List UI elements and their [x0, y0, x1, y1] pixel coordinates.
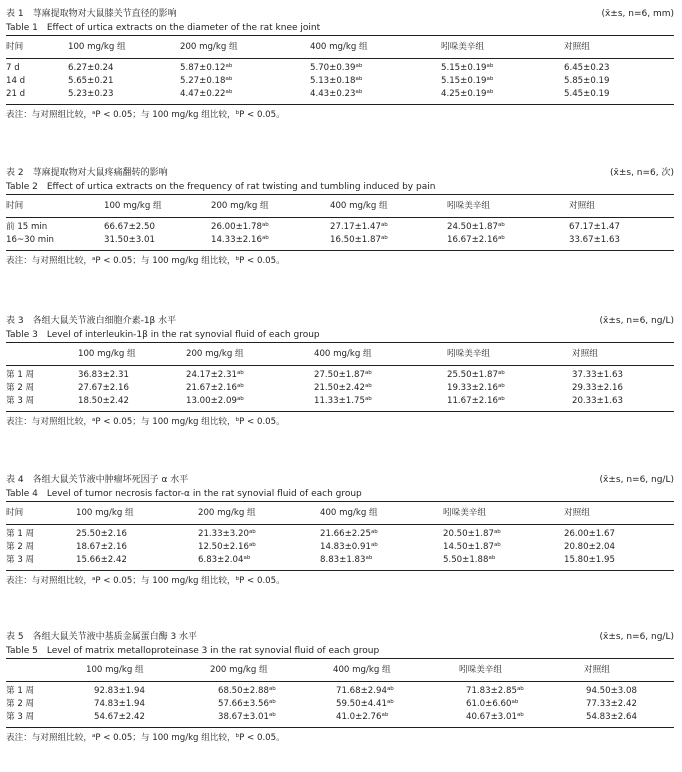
header-row	[6, 343, 674, 365]
row-label: 21 d	[6, 89, 26, 99]
table-row	[6, 369, 674, 382]
data-cell: 29.33±2.16	[572, 383, 623, 393]
row-label: 第 3 周	[6, 712, 35, 722]
bottom-rule	[6, 411, 674, 412]
table-note: 表注：与对照组比较，$^a$P < 0.05；与 100 mg/kg 组比较，$^b$P < 0.05。	[6, 733, 285, 743]
row-label: 第 2 周	[6, 383, 35, 393]
table-row	[6, 221, 674, 234]
data-cell: 21.67±2.16$^{ab}$	[186, 383, 244, 393]
header-cell: 200 mg/kg 组	[198, 508, 256, 518]
data-cell: 6.83±2.04$^{ab}$	[198, 555, 251, 565]
data-cell: 11.67±2.16$^{ab}$	[447, 396, 505, 406]
data-cell: 5.45±0.19	[564, 89, 610, 99]
data-cell: 92.83±1.94	[94, 686, 145, 696]
table-note: 表注：与对照组比较，$^a$P < 0.05；与 100 mg/kg 组比较，$^b$P < 0.05。	[6, 256, 285, 266]
data-cell: 5.50±1.88$^{ab}$	[443, 555, 496, 565]
data-cell: 26.00±1.78$^{ab}$	[211, 222, 269, 232]
row-label: 第 1 周	[6, 686, 35, 696]
caption-en: Table 5 Level of matrix metalloproteinase 3 in the rat synovial fluid of each group	[6, 646, 380, 656]
row-label: 第 1 周	[6, 529, 35, 539]
header-cell: 吲哚美辛组	[447, 201, 490, 211]
header-cell: 200 mg/kg 组	[180, 42, 238, 52]
data-cell: 61.0±6.60$^{ab}$	[466, 699, 519, 709]
data-cell: 71.83±2.85$^{ab}$	[466, 686, 524, 696]
caption-cn: 表 3 各组大鼠关节液白细胞介素-1β 水平	[6, 316, 177, 326]
stat-note: (x̄±s, n=6, mm)	[601, 9, 674, 19]
header-cell: 400 mg/kg 组	[333, 665, 391, 675]
stat-note: (x̄±s, n=6, 次)	[610, 168, 674, 178]
header-cell: 100 mg/kg 组	[68, 42, 126, 52]
header-cell: 对照组	[564, 508, 590, 518]
header-cell: 对照组	[572, 349, 598, 359]
data-cell: 26.00±1.67	[564, 529, 615, 539]
data-cell: 37.33±1.63	[572, 370, 623, 380]
header-cell: 400 mg/kg 组	[330, 201, 388, 211]
data-cell: 40.67±3.01$^{ab}$	[466, 712, 524, 722]
header-cell: 对照组	[569, 201, 595, 211]
row-label: 7 d	[6, 63, 20, 73]
data-cell: 5.23±0.23	[68, 89, 114, 99]
caption-cn: 表 2 荨麻提取物对大鼠疼痛翻转的影响	[6, 168, 168, 178]
row-label: 第 3 周	[6, 555, 35, 565]
data-cell: 27.50±1.87$^{ab}$	[314, 370, 372, 380]
data-cell: 31.50±3.01	[104, 235, 155, 245]
caption-en: Table 1 Effect of urtica extracts on the diameter of the rat knee joint	[6, 23, 321, 33]
row-label: 14 d	[6, 76, 26, 86]
header-cell: 时间	[6, 201, 24, 211]
data-cell: 4.25±0.19$^{ab}$	[441, 89, 494, 99]
data-cell: 5.65±0.21	[68, 76, 114, 86]
header-row	[6, 502, 674, 524]
caption-en: Table 2 Effect of urtica extracts on the frequency of rat twisting and tumbling induced by pain	[6, 182, 436, 192]
header-cell: 100 mg/kg 组	[76, 508, 134, 518]
table-1	[6, 7, 674, 122]
data-cell: 16.50±1.87$^{ab}$	[330, 235, 388, 245]
header-cell: 吲哚美辛组	[443, 508, 486, 518]
table-note: 表注：与对照组比较，$^a$P < 0.05；与 100 mg/kg 组比较，$^b$P < 0.05。	[6, 576, 285, 586]
header-cell: 对照组	[584, 665, 610, 675]
bottom-rule	[6, 104, 674, 105]
header-cell: 对照组	[564, 42, 590, 52]
header-cell: 400 mg/kg 组	[314, 349, 372, 359]
data-cell: 71.68±2.94$^{ab}$	[336, 686, 394, 696]
data-cell: 16.67±2.16$^{ab}$	[447, 235, 505, 245]
table-row	[6, 698, 674, 711]
data-cell: 41.0±2.76$^{ab}$	[336, 712, 389, 722]
data-cell: 21.33±3.20$^{ab}$	[198, 529, 256, 539]
data-cell: 4.47±0.22$^{ab}$	[180, 89, 233, 99]
table-row	[6, 541, 674, 554]
data-cell: 18.67±2.16	[76, 542, 127, 552]
table-row	[6, 395, 674, 408]
data-cell: 5.15±0.19$^{ab}$	[441, 76, 494, 86]
table-row	[6, 88, 674, 101]
header-cell: 时间	[6, 508, 24, 518]
mid-rule	[6, 365, 674, 366]
stat-note: (x̄±s, n=6, ng/L)	[599, 316, 674, 326]
header-row	[6, 659, 674, 681]
bottom-rule	[6, 570, 674, 571]
data-cell: 21.66±2.25$^{ab}$	[320, 529, 378, 539]
row-label: 前 15 min	[6, 222, 48, 232]
data-cell: 20.33±1.63	[572, 396, 623, 406]
data-cell: 11.33±1.75$^{ab}$	[314, 396, 372, 406]
data-cell: 8.83±1.83$^{ab}$	[320, 555, 373, 565]
data-cell: 4.43±0.23$^{ab}$	[310, 89, 363, 99]
caption-cn: 表 1 荨麻提取物对大鼠膝关节直径的影响	[6, 9, 177, 19]
header-cell: 200 mg/kg 组	[210, 665, 268, 675]
header-cell: 200 mg/kg 组	[211, 201, 269, 211]
data-cell: 5.85±0.19	[564, 76, 610, 86]
header-row	[6, 195, 674, 217]
data-cell: 24.17±2.31$^{ab}$	[186, 370, 244, 380]
data-cell: 14.83±0.91$^{ab}$	[320, 542, 378, 552]
table-caption	[6, 314, 674, 328]
header-cell: 100 mg/kg 组	[78, 349, 136, 359]
table-caption	[6, 473, 674, 487]
data-cell: 5.27±0.18$^{ab}$	[180, 76, 233, 86]
table-caption	[6, 630, 674, 644]
bottom-rule	[6, 727, 674, 728]
data-cell: 15.80±1.95	[564, 555, 615, 565]
data-cell: 6.45±0.23	[564, 63, 610, 73]
data-cell: 54.67±2.42	[94, 712, 145, 722]
table-row	[6, 234, 674, 247]
table-caption	[6, 7, 674, 21]
table-note: 表注：与对照组比较，$^a$P < 0.05；与 100 mg/kg 组比较，$^b$P < 0.05。	[6, 110, 285, 120]
data-cell: 27.67±2.16	[78, 383, 129, 393]
data-cell: 25.50±2.16	[76, 529, 127, 539]
stat-note: (x̄±s, n=6, ng/L)	[599, 632, 674, 642]
data-cell: 5.13±0.18$^{ab}$	[310, 76, 363, 86]
row-label: 第 2 周	[6, 542, 35, 552]
bottom-rule	[6, 250, 674, 251]
data-cell: 5.87±0.12$^{ab}$	[180, 63, 233, 73]
row-label: 16~30 min	[6, 235, 55, 245]
data-cell: 74.83±1.94	[94, 699, 145, 709]
header-cell: 400 mg/kg 组	[320, 508, 378, 518]
data-cell: 21.50±2.42$^{ab}$	[314, 383, 372, 393]
data-cell: 68.50±2.88$^{ab}$	[218, 686, 276, 696]
mid-rule	[6, 524, 674, 525]
data-cell: 20.50±1.87$^{ab}$	[443, 529, 501, 539]
row-label: 第 3 周	[6, 396, 35, 406]
table-row	[6, 528, 674, 541]
data-cell: 13.00±2.09$^{ab}$	[186, 396, 244, 406]
table-row	[6, 75, 674, 88]
header-cell: 100 mg/kg 组	[86, 665, 144, 675]
header-cell: 吲哚美辛组	[447, 349, 490, 359]
data-cell: 15.66±2.42	[76, 555, 127, 565]
mid-rule	[6, 217, 674, 218]
data-cell: 77.33±2.42	[586, 699, 637, 709]
table-5	[6, 630, 674, 745]
data-cell: 24.50±1.87$^{ab}$	[447, 222, 505, 232]
header-cell: 100 mg/kg 组	[104, 201, 162, 211]
data-cell: 12.50±2.16$^{ab}$	[198, 542, 256, 552]
header-cell: 200 mg/kg 组	[186, 349, 244, 359]
data-cell: 27.17±1.47$^{ab}$	[330, 222, 388, 232]
data-cell: 14.33±2.16$^{ab}$	[211, 235, 269, 245]
row-label: 第 1 周	[6, 370, 35, 380]
header-cell: 时间	[6, 42, 24, 52]
table-note: 表注：与对照组比较，$^a$P < 0.05；与 100 mg/kg 组比较，$^b$P < 0.05。	[6, 417, 285, 427]
header-cell: 吲哚美辛组	[441, 42, 484, 52]
stat-note: (x̄±s, n=6, ng/L)	[599, 475, 674, 485]
table-row	[6, 685, 674, 698]
data-cell: 5.70±0.39$^{ab}$	[310, 63, 363, 73]
table-2	[6, 166, 674, 268]
data-cell: 67.17±1.47	[569, 222, 620, 232]
caption-en: Table 3 Level of interleukin-1β in the rat synovial fluid of each group	[6, 330, 320, 340]
table-row	[6, 382, 674, 395]
header-row	[6, 36, 674, 58]
table-3	[6, 314, 674, 429]
mid-rule	[6, 58, 674, 59]
data-cell: 66.67±2.50	[104, 222, 155, 232]
header-cell: 吲哚美辛组	[459, 665, 502, 675]
table-4	[6, 473, 674, 588]
row-label: 第 2 周	[6, 699, 35, 709]
table-row	[6, 711, 674, 724]
data-cell: 38.67±3.01$^{ab}$	[218, 712, 276, 722]
header-cell: 400 mg/kg 组	[310, 42, 368, 52]
data-cell: 6.27±0.24	[68, 63, 114, 73]
data-cell: 94.50±3.08	[586, 686, 637, 696]
data-cell: 19.33±2.16$^{ab}$	[447, 383, 505, 393]
data-cell: 5.15±0.19$^{ab}$	[441, 63, 494, 73]
data-cell: 59.50±4.41$^{ab}$	[336, 699, 394, 709]
caption-en: Table 4 Level of tumor necrosis factor-α in the rat synovial fluid of each group	[6, 489, 362, 499]
table-row	[6, 62, 674, 75]
data-cell: 54.83±2.64	[586, 712, 637, 722]
data-cell: 33.67±1.63	[569, 235, 620, 245]
data-cell: 14.50±1.87$^{ab}$	[443, 542, 501, 552]
data-cell: 25.50±1.87$^{ab}$	[447, 370, 505, 380]
caption-cn: 表 4 各组大鼠关节液中肿瘤坏死因子 α 水平	[6, 475, 189, 485]
mid-rule	[6, 681, 674, 682]
table-row	[6, 554, 674, 567]
data-cell: 20.80±2.04	[564, 542, 615, 552]
data-cell: 57.66±3.56$^{ab}$	[218, 699, 276, 709]
data-cell: 36.83±2.31	[78, 370, 129, 380]
table-caption	[6, 166, 674, 180]
data-cell: 18.50±2.42	[78, 396, 129, 406]
caption-cn: 表 5 各组大鼠关节液中基质金属蛋白酶 3 水平	[6, 632, 198, 642]
